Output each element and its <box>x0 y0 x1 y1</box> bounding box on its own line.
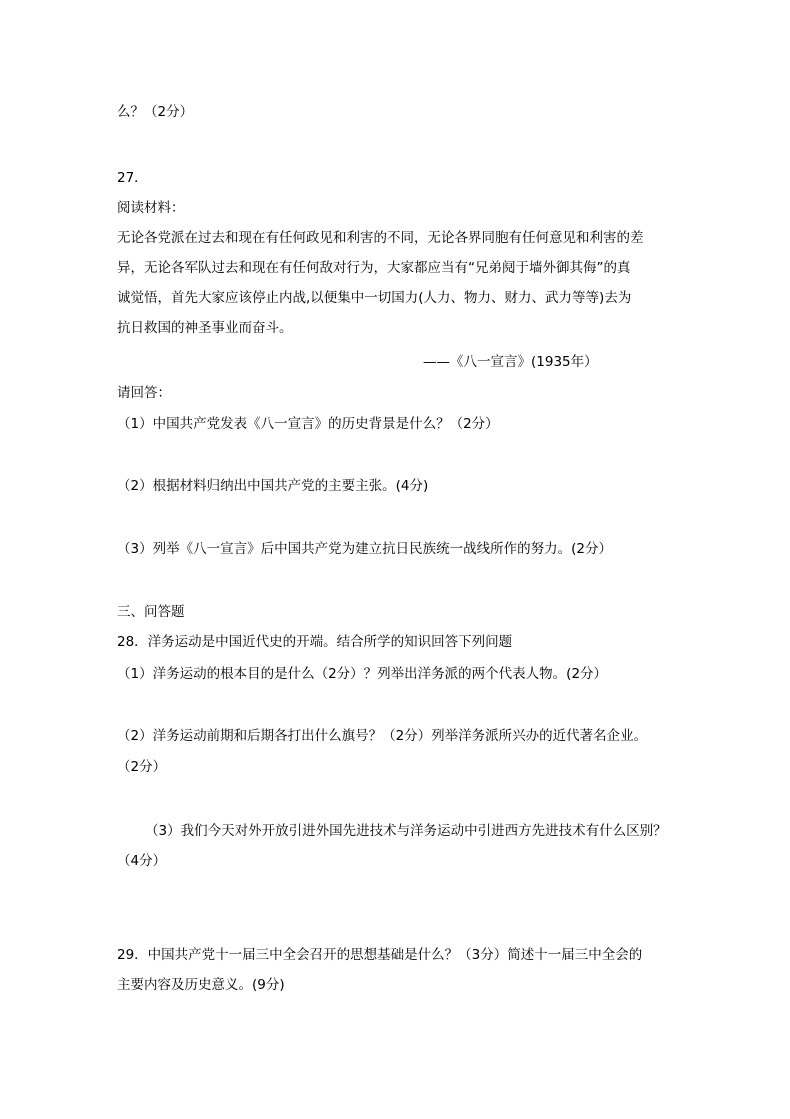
material-line-2: 异，无论各军队过去和现在有任何敌对行为，大家都应当有“兄弟阋于墙外御其侮”的真 <box>117 260 631 276</box>
question-28: 28．洋务运动是中国近代史的开端。结合所学的知识回答下列问题 <box>117 634 513 650</box>
material-line-4: 抗日救国的神圣事业而奋斗。 <box>117 320 293 336</box>
material-source: ——《八一宣言》(1935年） <box>423 354 598 370</box>
material-line-1: 无论各党派在过去和现在有任何政见和利害的不同，无论各界同胞有任何意见和利害的差 <box>117 230 644 246</box>
question-28-3-line-2: （4分） <box>117 853 167 869</box>
question-28-3-line-1: （3）我们今天对外开放引进外国先进技术与洋务运动中引进西方先进技术有什么区别？ <box>145 823 667 839</box>
question-28-2-line-2: （2分） <box>117 759 167 775</box>
question-27-1: （1）中国共产党发表《八一宣言》的历史背景是什么？（2分） <box>117 416 499 432</box>
material-line-3: 诚觉悟，首先大家应该停止内战,以便集中一切国力(人力、物力、财力、武力等等)去为 <box>117 290 632 306</box>
reading-prompt: 阅读材料： <box>117 200 185 216</box>
question-28-2-line-1: （2）洋务运动前期和后期各打出什么旗号？（2分）列举洋务派所兴办的近代著名企业。 <box>117 728 648 744</box>
question-29-line-2: 主要内容及历史意义。(9分) <box>117 977 285 993</box>
section-heading: 三、问答题 <box>117 604 185 620</box>
question-28-1: （1）洋务运动的根本目的是什么（2分）？列举出洋务派的两个代表人物。(2分） <box>117 666 608 682</box>
question-29-line-1: 29．中国共产党十一届三中全会召开的思想基础是什么？（3分）简述十一届三中全会的 <box>117 947 643 963</box>
question-27-2: （2）根据材料归纳出中国共产党的主要主张。(4分) <box>117 478 429 494</box>
answer-prompt: 请回答： <box>117 385 171 401</box>
question-27-number: 27． <box>117 170 148 186</box>
question-27-3: （3）列举《八一宣言》后中国共产党为建立抗日民族统一战线所作的努力。(2分） <box>117 541 612 557</box>
question-continuation: 么？（2分） <box>117 104 194 120</box>
